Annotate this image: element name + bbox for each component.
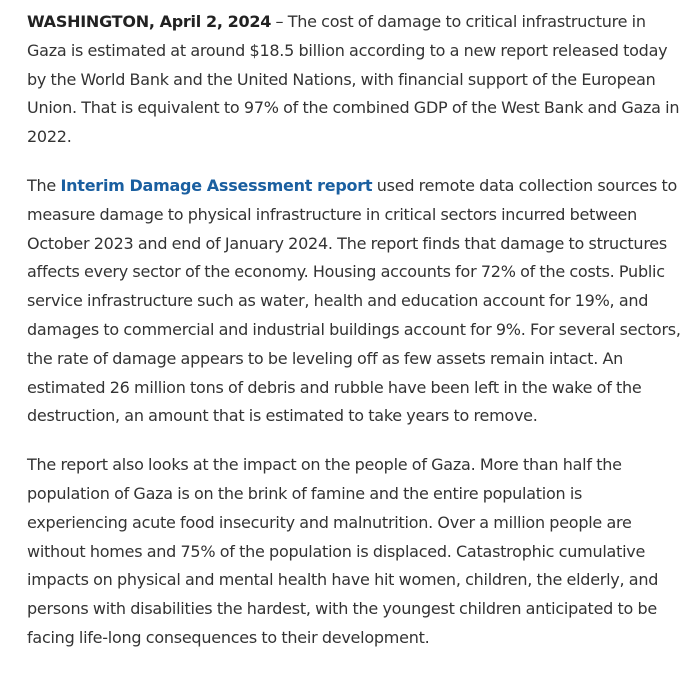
interim-damage-assessment-link[interactable]: Interim Damage Assessment report xyxy=(60,175,373,195)
paragraph-report-text: used remote data collection sources to measure damage to physical infrastructure in critical sectors incurred between October 2023 and end of January 2024. The report finds that damage to structures affects every sector of the economy. Housing accounts for 72% of the costs. Public service infrastructure such as water, health and education account for 19%, and damages to commercial and industrial buildings account for 9%. For several sectors, the rate of damage appears to be leveling off as few assets remain intact. An estimated 26 million tons of debris and rubble have been left in the wake of the destruction, an amount that is estimated to take years to remove. xyxy=(27,175,681,426)
paragraph-impact-text: The report also looks at the impact on the people of Gaza. More than half the population of Gaza is on the brink of famine and the entire population is experiencing acute food insecurity and malnutrition. Over a million people are without homes and 75% of the population is displaced. Catastrophic cumulative impacts on physical and mental health have hit women, children, the elderly, and persons with disabilities the hardest, with the youngest children anticipated to be facing life-long consequences to their development. xyxy=(27,455,659,647)
paragraph-impact xyxy=(27,451,682,653)
paragraph-report-lead: The xyxy=(27,175,61,195)
paragraph-report xyxy=(27,172,682,431)
paragraph-intro xyxy=(27,8,682,152)
dateline: WASHINGTON, April 2, 2024 xyxy=(27,12,272,31)
paragraph-intro-text: – The cost of damage to critical infrastructure in Gaza is estimated at around $18.5 billion according to a new report released today by the World Bank and the United Nations, with financial support of the European Union. That is equivalent to 97% of the combined GDP of the West Bank and Gaza in 2022. xyxy=(27,12,680,147)
